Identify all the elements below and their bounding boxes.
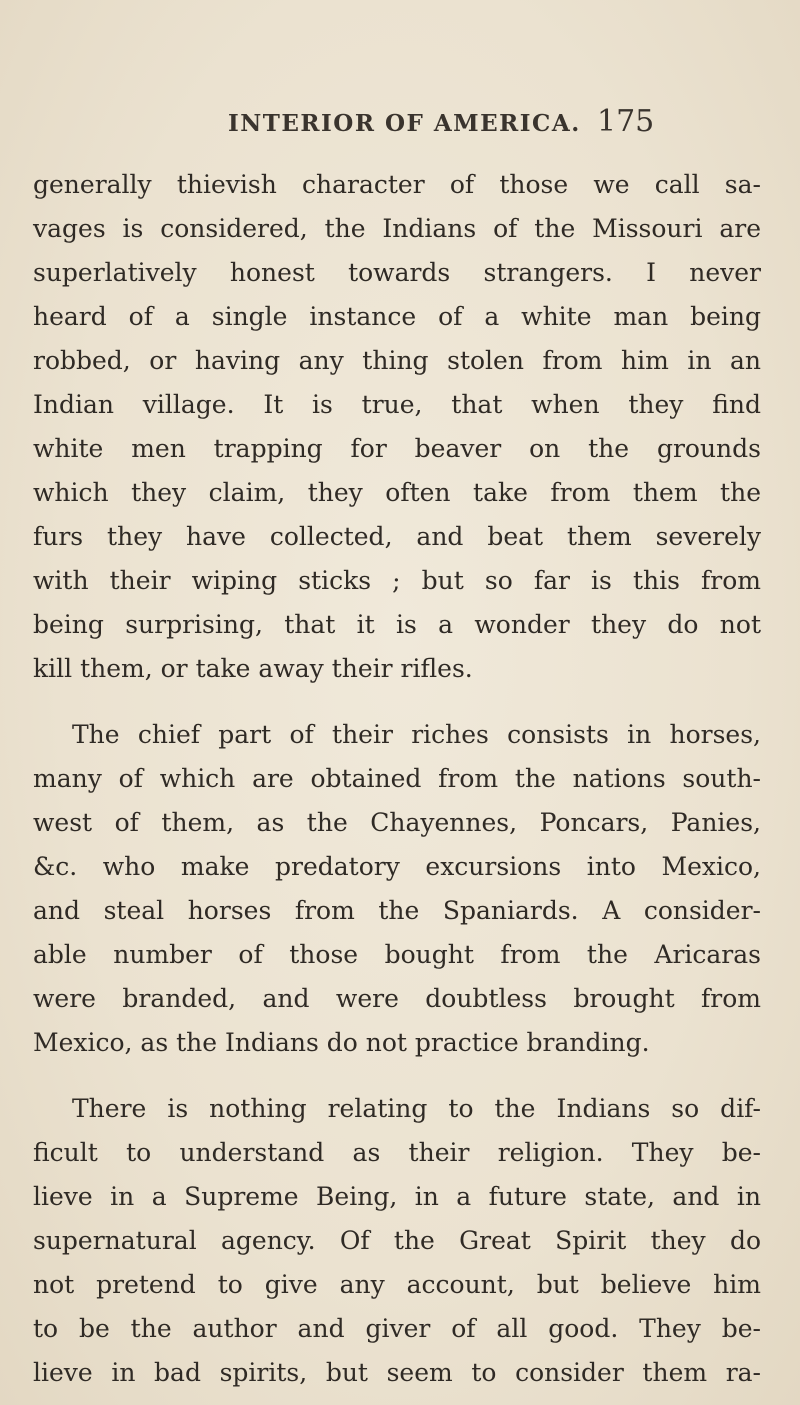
- page-header: [0, 104, 800, 148]
- text-line: many of which are obtained from the nations south-: [33, 764, 761, 793]
- text-line: superlatively honest towards strangers. I never: [33, 258, 761, 287]
- text-line: able number of those bought from the Aricaras: [33, 940, 761, 969]
- text-line: vages is considered, the Indians of the Missouri are: [33, 214, 761, 243]
- text-line: not pretend to give any account, but believe him: [33, 1270, 761, 1299]
- text-line: Mexico, as the Indians do not practice branding.: [33, 1028, 650, 1057]
- text-line: Indian village. It is true, that when they find: [33, 390, 761, 419]
- text-line: lieve in bad spirits, but seem to consider them ra-: [33, 1358, 761, 1387]
- text-line: There is nothing relating to the Indians so dif-: [72, 1094, 761, 1123]
- text-line: heard of a single instance of a white man being: [33, 302, 761, 331]
- text-line: robbed, or having any thing stolen from him in an: [33, 346, 761, 375]
- text-line: ficult to understand as their religion. They be-: [33, 1138, 761, 1167]
- text-line: generally thievish character of those we call sa-: [33, 170, 761, 199]
- text-line: lieve in a Supreme Being, in a future state, and in: [33, 1182, 761, 1211]
- text-line: kill them, or take away their rifles.: [33, 654, 473, 683]
- text-line: and steal horses from the Spaniards. A consider-: [33, 896, 761, 925]
- text-line: furs they have collected, and beat them severely: [33, 522, 761, 551]
- text-line: supernatural agency. Of the Great Spirit they do: [33, 1226, 761, 1255]
- text-line: which they claim, they often take from them the: [33, 478, 761, 507]
- text-line: The chief part of their riches consists in horses,: [72, 720, 761, 749]
- page-number: 175: [597, 104, 655, 139]
- text-line: to be the author and giver of all good. They be-: [33, 1314, 761, 1343]
- text-line: with their wiping sticks ; but so far is this from: [33, 566, 761, 595]
- text-line: white men trapping for beaver on the grounds: [33, 434, 761, 463]
- text-line: being surprising, that it is a wonder they do not: [33, 610, 761, 639]
- text-line: west of them, as the Chayennes, Poncars, Panies,: [33, 808, 761, 837]
- text-line: were branded, and were doubtless brought from: [33, 984, 761, 1013]
- text-line: &c. who make predatory excursions into Mexico,: [33, 852, 761, 881]
- running-head: INTERIOR OF AMERICA.: [228, 110, 581, 137]
